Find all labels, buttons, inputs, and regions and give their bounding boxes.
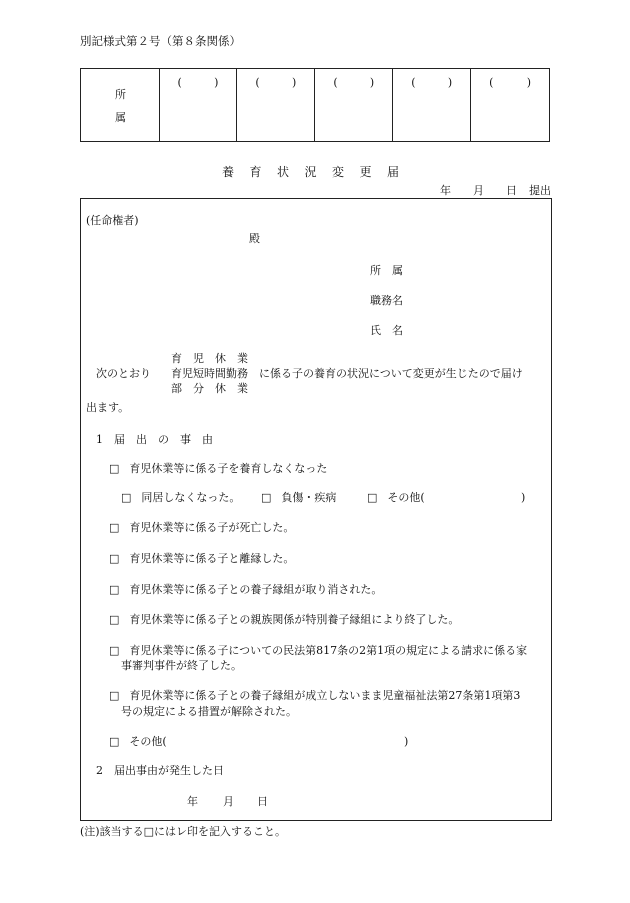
affiliation-label-bottom: 属 [115, 111, 126, 124]
affiliation-cell[interactable] [393, 69, 471, 141]
field-name: 氏 名 [370, 324, 403, 337]
intro-prefix: 次のとおり [96, 367, 151, 380]
document-title: 養育状況変更届 [222, 165, 415, 179]
date-year: 年 [440, 184, 451, 197]
reason-3-text: 育児休業等に係る子と離縁した。 [129, 552, 295, 565]
affiliation-cell[interactable] [160, 69, 238, 141]
reason-4 [109, 584, 382, 595]
footnote: (注)該当する□にはレ印を記入すること。 [80, 825, 286, 838]
reason-8 [109, 736, 167, 747]
reason-1 [109, 463, 327, 474]
open-paren: ( [177, 76, 182, 89]
sub-reason-b [261, 492, 336, 503]
leave-type-short-hours: 育児短時間勤務 [171, 367, 248, 380]
leave-type-partial: 部 分 休 業 [171, 382, 248, 395]
date-month: 月 [473, 184, 484, 197]
occur-day: 日 [257, 795, 268, 808]
appointer-label: (任命権者) [86, 214, 139, 227]
submission-date [440, 185, 551, 196]
checkbox-icon[interactable]: □ [109, 521, 120, 534]
intro-suffix: に係る子の養育の状況について変更が生じたので届け [259, 367, 523, 380]
reason-6-text-line2: 事審判事件が終了した。 [121, 659, 242, 672]
affiliation-table [80, 68, 550, 142]
affiliation-label-cell [81, 69, 160, 141]
field-position: 職務名 [370, 294, 403, 307]
checkbox-icon[interactable]: □ [261, 491, 272, 504]
sub-reason-c-close: ) [521, 491, 526, 504]
section-1-heading: 1 届 出 の 事 由 [96, 433, 213, 446]
checkbox-icon[interactable]: □ [109, 583, 120, 596]
affiliation-label-top: 所 [115, 88, 126, 101]
close-paren: ) [292, 76, 297, 89]
checkbox-icon[interactable]: □ [109, 552, 120, 565]
reason-2 [109, 522, 294, 533]
reason-7 [109, 690, 520, 701]
reason-1-text: 育児休業等に係る子を養育しなくなった [129, 462, 328, 475]
leave-type-childcare: 育 児 休 業 [171, 352, 248, 365]
date-submit: 提出 [529, 184, 551, 197]
section-2-heading: 2 届出事由が発生した日 [96, 764, 224, 777]
reason-7-text-line2: 号の規定による措置が解除された。 [121, 705, 297, 718]
sub-reason-c-text: その他( [387, 491, 425, 504]
affiliation-cell[interactable] [315, 69, 393, 141]
close-paren: ) [447, 76, 453, 89]
open-paren: ( [489, 76, 494, 89]
checkbox-icon[interactable]: □ [109, 644, 120, 657]
sub-reason-b-text: 負傷・疾病 [281, 491, 337, 504]
affiliation-cell[interactable] [471, 69, 549, 141]
field-affiliation: 所 属 [370, 264, 403, 277]
intro-end: 出ます。 [86, 401, 130, 414]
checkbox-icon[interactable]: □ [109, 613, 120, 626]
sub-reason-a [121, 492, 240, 503]
honorific: 殿 [249, 232, 260, 245]
reason-5-text: 育児休業等に係る子との親族関係が特別養子縁組により終了した。 [129, 613, 460, 626]
close-paren: ) [526, 76, 532, 89]
checkbox-icon[interactable]: □ [109, 689, 120, 702]
occur-month: 月 [223, 795, 234, 808]
reason-3 [109, 553, 294, 564]
reason-6 [109, 645, 527, 656]
reason-6-text-line1: 育児休業等に係る子についての民法第817条の2第1項の規定による請求に係る家 [129, 644, 528, 657]
open-paren: ( [411, 76, 416, 89]
sub-reason-a-text: 同居しなくなった。 [141, 491, 241, 504]
form-body [80, 198, 552, 821]
sub-reason-c [367, 492, 425, 503]
reason-2-text: 育児休業等に係る子が死亡した。 [129, 521, 295, 534]
affiliation-cell[interactable] [237, 69, 315, 141]
occur-year: 年 [187, 795, 198, 808]
open-paren: ( [255, 76, 260, 89]
reason-5 [109, 614, 459, 625]
close-paren: ) [214, 76, 219, 89]
reason-4-text: 育児休業等に係る子との養子縁組が取り消された。 [129, 583, 383, 596]
reason-8-close: ) [404, 735, 409, 748]
checkbox-icon[interactable]: □ [367, 491, 378, 504]
date-day: 日 [506, 184, 517, 197]
reason-7-text-line1: 育児休業等に係る子との養子縁組が成立しないまま児童福祉法第27条第1項第3 [129, 689, 521, 702]
open-paren: ( [333, 76, 338, 89]
checkbox-icon[interactable]: □ [121, 491, 132, 504]
reason-8-text: その他( [129, 735, 167, 748]
close-paren: ) [369, 76, 375, 89]
checkbox-icon[interactable]: □ [109, 735, 120, 748]
form-label: 別記様式第２号（第８条関係） [80, 34, 241, 48]
checkbox-icon[interactable]: □ [109, 462, 120, 475]
